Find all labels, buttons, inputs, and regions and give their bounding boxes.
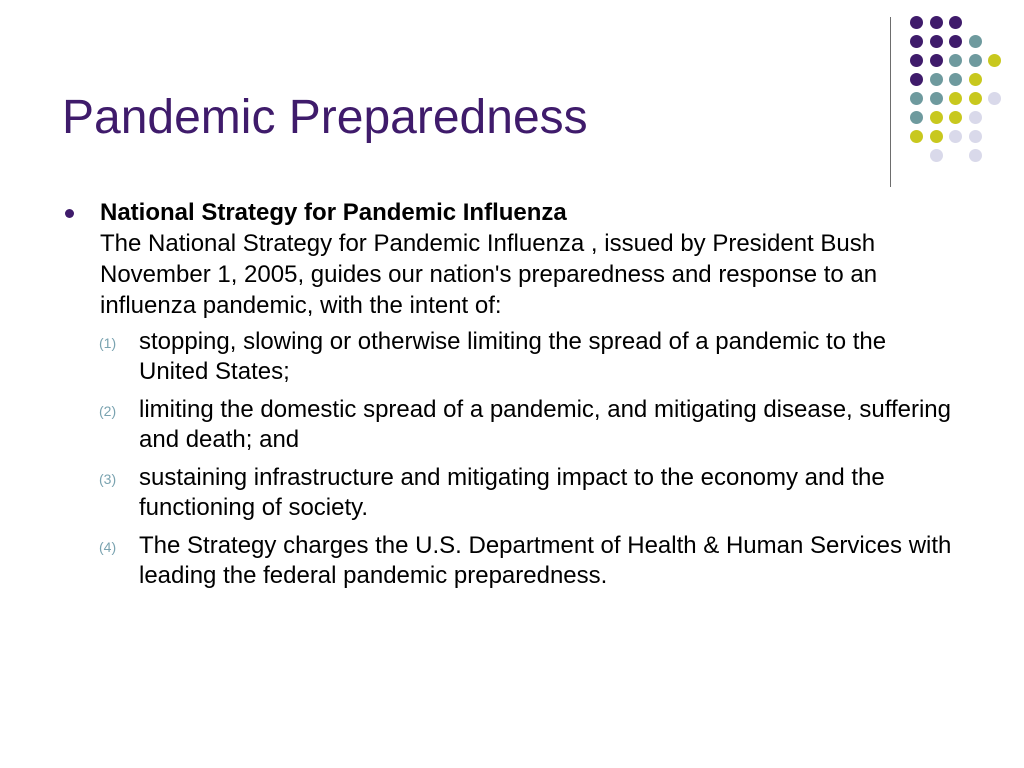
bullet-item — [62, 197, 962, 321]
decorative-dot — [969, 35, 982, 48]
decorative-dot — [910, 35, 923, 48]
decorative-dot — [930, 111, 943, 124]
sublist-item — [62, 531, 962, 591]
sublist-item-number: (1) — [99, 335, 117, 351]
decorative-dot — [910, 130, 923, 143]
numbered-sublist — [62, 327, 962, 591]
decorative-dot — [910, 92, 923, 105]
decorative-dot — [969, 54, 982, 67]
decorative-dot — [949, 54, 962, 67]
decorative-dot — [949, 92, 962, 105]
decorative-dot — [910, 73, 923, 86]
sublist-item-number: (4) — [99, 539, 117, 555]
slide-content — [62, 197, 962, 599]
decorative-dot — [930, 149, 943, 162]
bullet-dot-icon — [65, 209, 74, 218]
sublist-item-text: limiting the domestic spread of a pandemic, and mitigating disease, suffering and death; and — [139, 396, 952, 453]
decorative-dot — [930, 92, 943, 105]
decorative-dot — [949, 111, 962, 124]
decorative-dot — [988, 92, 1001, 105]
decorative-dot — [988, 54, 1001, 67]
decorative-dot — [969, 111, 982, 124]
decorative-dot — [949, 16, 962, 29]
decorative-dot — [969, 73, 982, 86]
decorative-dot — [930, 16, 943, 29]
decorative-dot — [949, 130, 962, 143]
sublist-item-text: sustaining infrastructure and mitigating impact to the economy and the functioning of society. — [139, 464, 885, 521]
decorative-dot-grid — [910, 16, 1010, 166]
decorative-dot — [949, 73, 962, 86]
sublist-item — [62, 327, 962, 387]
decorative-dot — [969, 130, 982, 143]
decorative-dot — [930, 73, 943, 86]
slide-title: Pandemic Preparedness — [62, 91, 588, 144]
decorative-dot — [910, 111, 923, 124]
decorative-dot — [930, 54, 943, 67]
title-divider-line — [890, 17, 891, 187]
sublist-item — [62, 395, 962, 455]
decorative-dot — [930, 130, 943, 143]
sublist-item — [62, 463, 962, 523]
bullet-heading: National Strategy for Pandemic Influenza — [100, 199, 567, 226]
decorative-dot — [910, 16, 923, 29]
sublist-item-text: stopping, slowing or otherwise limiting the spread of a pandemic to the United States; — [139, 328, 887, 385]
decorative-dot — [910, 54, 923, 67]
sublist-item-text: The Strategy charges the U.S. Department of Health & Human Services with leading the federal pandemic preparedness. — [139, 532, 952, 589]
bullet-body-text: The National Strategy for Pandemic Influenza , issued by President Bush November 1, 2005, guides our nation's preparedness and response to an influenza pandemic, with the intent of: — [100, 230, 878, 319]
decorative-dot — [949, 35, 962, 48]
decorative-dot — [969, 92, 982, 105]
sublist-item-number: (2) — [99, 403, 117, 419]
decorative-dot — [969, 149, 982, 162]
sublist-item-number: (3) — [99, 471, 117, 487]
decorative-dot — [930, 35, 943, 48]
